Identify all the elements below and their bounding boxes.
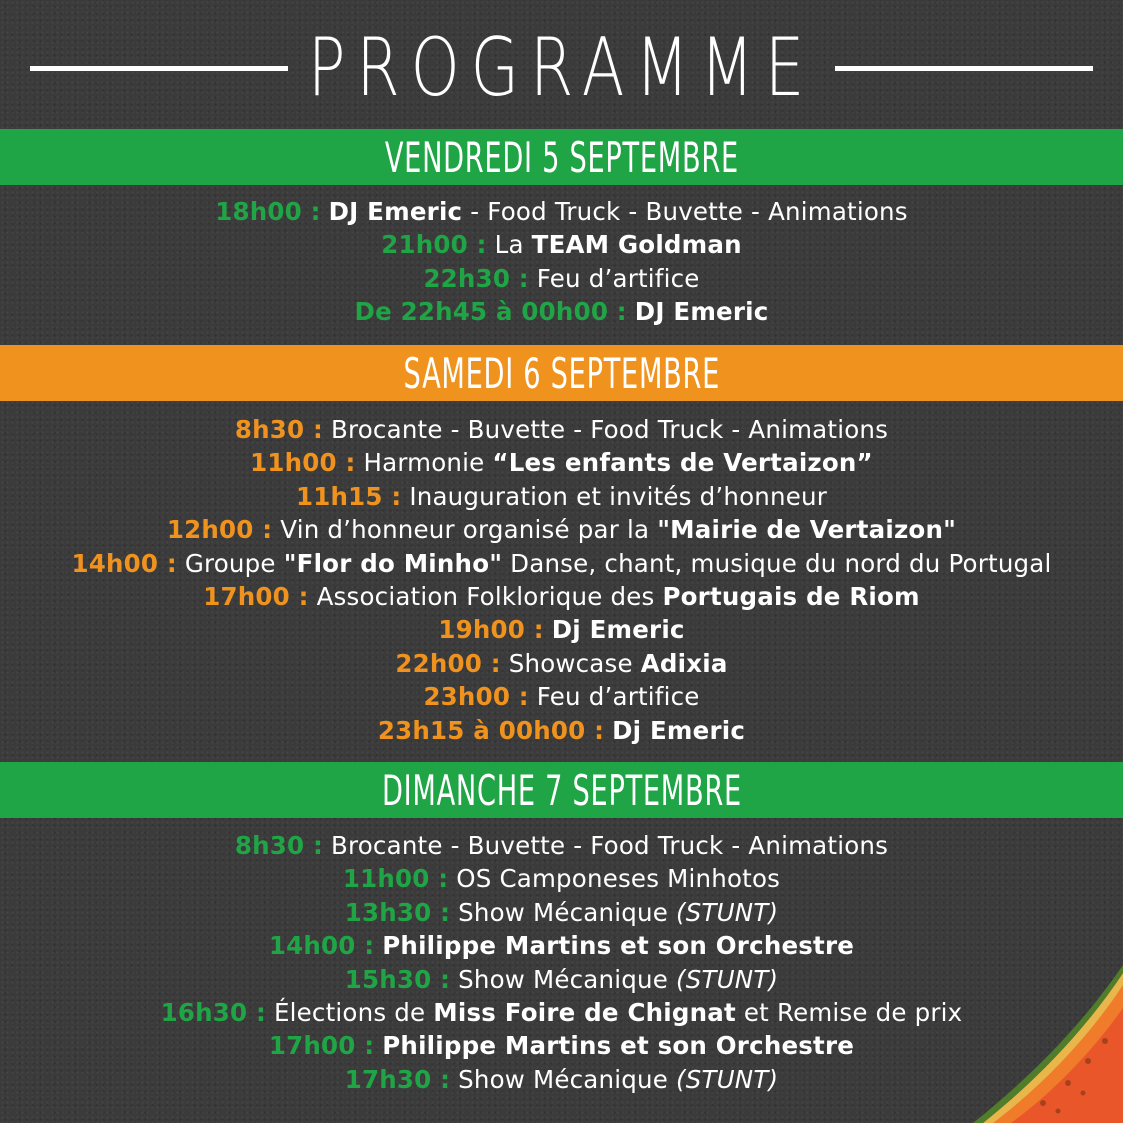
- entry-time: 15h30 :: [344, 964, 451, 994]
- entry-time: 8h30 :: [234, 415, 323, 444]
- entry-time: 17h30 :: [344, 1064, 451, 1094]
- entry-time: 11h00 :: [342, 864, 449, 894]
- schedule-entry: [0, 680, 1123, 713]
- entry-text: Danse, chant, musique du nord du Portugal: [502, 548, 1052, 578]
- entry-time: De 22h45 à 00h00 :: [354, 297, 627, 327]
- schedule-entry: [0, 613, 1123, 646]
- day-banner-sunday: [0, 762, 1123, 818]
- schedule-entry: [0, 262, 1123, 295]
- melon-slice-illustration: [883, 933, 1123, 1123]
- entry-time: 11h00 :: [250, 448, 356, 478]
- entry-time: 11h15 :: [295, 481, 402, 511]
- entry-text: - Food Truck - Buvette - Animations: [462, 197, 908, 226]
- day-heading-sunday: DIMANCHE 7 SEPTEMBRE: [381, 765, 742, 815]
- entry-time: 23h15 à 00h00 :: [377, 715, 605, 745]
- day-heading-friday: VENDREDI 5 SEPTEMBRE: [384, 132, 739, 182]
- schedule-entry: [0, 228, 1123, 261]
- entry-text: Show Mécanique: [458, 897, 676, 927]
- schedule-entry: [0, 195, 1123, 228]
- entry-text: Showcase: [508, 648, 641, 678]
- entry-text: (STUNT): [675, 1064, 779, 1094]
- schedule-entry: [0, 446, 1123, 479]
- entry-text: Philippe Martins et son Orchestre: [382, 931, 855, 961]
- entry-text: Vin d’honneur organisé par la: [280, 515, 658, 545]
- entry-time: 14h00 :: [268, 931, 375, 961]
- entry-text: Adixia: [640, 648, 728, 678]
- entry-text: TEAM Goldman: [531, 230, 742, 260]
- day-heading-saturday: SAMEDI 6 SEPTEMBRE: [403, 348, 720, 398]
- entry-text: (STUNT): [675, 964, 779, 994]
- entry-text: Brocante - Buvette - Food Truck - Animations: [331, 831, 889, 860]
- entry-text: Élections de: [273, 997, 434, 1027]
- entry-text: Show Mécanique: [458, 1064, 676, 1094]
- entry-text: et Remise de prix: [735, 997, 963, 1027]
- schedule-entry: [0, 829, 1123, 862]
- schedule-friday: [0, 195, 1123, 329]
- entry-time: 18h00 :: [215, 197, 321, 226]
- schedule-entry: [0, 480, 1123, 513]
- entry-text: “Les enfants de Vertaizon”: [492, 448, 873, 478]
- entry-text: OS Camponeses Minhotos: [456, 864, 781, 894]
- entry-text: Groupe: [184, 548, 284, 578]
- schedule-entry: [0, 862, 1123, 895]
- entry-text: Association Folklorique des: [316, 581, 663, 611]
- entry-text: Dj Emeric: [551, 615, 685, 645]
- entry-text: Portugais de Riom: [662, 581, 920, 611]
- schedule-entry: [0, 295, 1123, 328]
- entry-text: Brocante - Buvette - Food Truck - Animations: [331, 415, 889, 444]
- entry-time: 21h00 :: [381, 230, 487, 260]
- schedule-entry: [0, 413, 1123, 446]
- schedule-entry: [0, 513, 1123, 546]
- entry-time: 22h30 :: [423, 263, 529, 293]
- entry-time: 14h00 :: [71, 548, 177, 578]
- entry-text: Dj Emeric: [612, 715, 746, 745]
- day-banner-saturday: [0, 345, 1123, 401]
- entry-text: "Mairie de Vertaizon": [657, 515, 957, 545]
- schedule-entry: [0, 896, 1123, 929]
- day-banner-friday: [0, 129, 1123, 185]
- entry-text: Harmonie: [363, 448, 493, 478]
- entry-time: 19h00 :: [438, 615, 544, 645]
- entry-time: 23h00 :: [423, 682, 529, 712]
- page-title: PROGRAMME: [307, 21, 816, 114]
- entry-text: La: [494, 230, 532, 260]
- entry-time: 17h00 :: [268, 1031, 375, 1061]
- entry-time: 12h00 :: [166, 515, 273, 545]
- entry-text: Feu d’artifice: [536, 682, 700, 712]
- entry-text: "Flor do Minho": [283, 548, 503, 578]
- entry-time: 13h30 :: [344, 897, 451, 927]
- entry-time: 8h30 :: [234, 831, 323, 860]
- entry-text: Feu d’artifice: [536, 263, 700, 293]
- entry-text: DJ Emeric: [328, 197, 463, 226]
- entry-time: 22h00 :: [395, 648, 501, 678]
- entry-text: Miss Foire de Chignat: [433, 997, 736, 1027]
- schedule-entry: [0, 580, 1123, 613]
- schedule-saturday: [0, 413, 1123, 747]
- entry-time: 17h00 :: [203, 581, 309, 611]
- entry-text: Inauguration et invités d’honneur: [409, 481, 828, 511]
- entry-text: Philippe Martins et son Orchestre: [382, 1031, 855, 1061]
- schedule-entry: [0, 647, 1123, 680]
- entry-text: Show Mécanique: [458, 964, 676, 994]
- entry-time: 16h30 :: [160, 997, 266, 1027]
- entry-text: (STUNT): [675, 897, 779, 927]
- schedule-entry: [0, 547, 1123, 580]
- schedule-entry: [0, 714, 1123, 747]
- entry-text: DJ Emeric: [634, 297, 769, 327]
